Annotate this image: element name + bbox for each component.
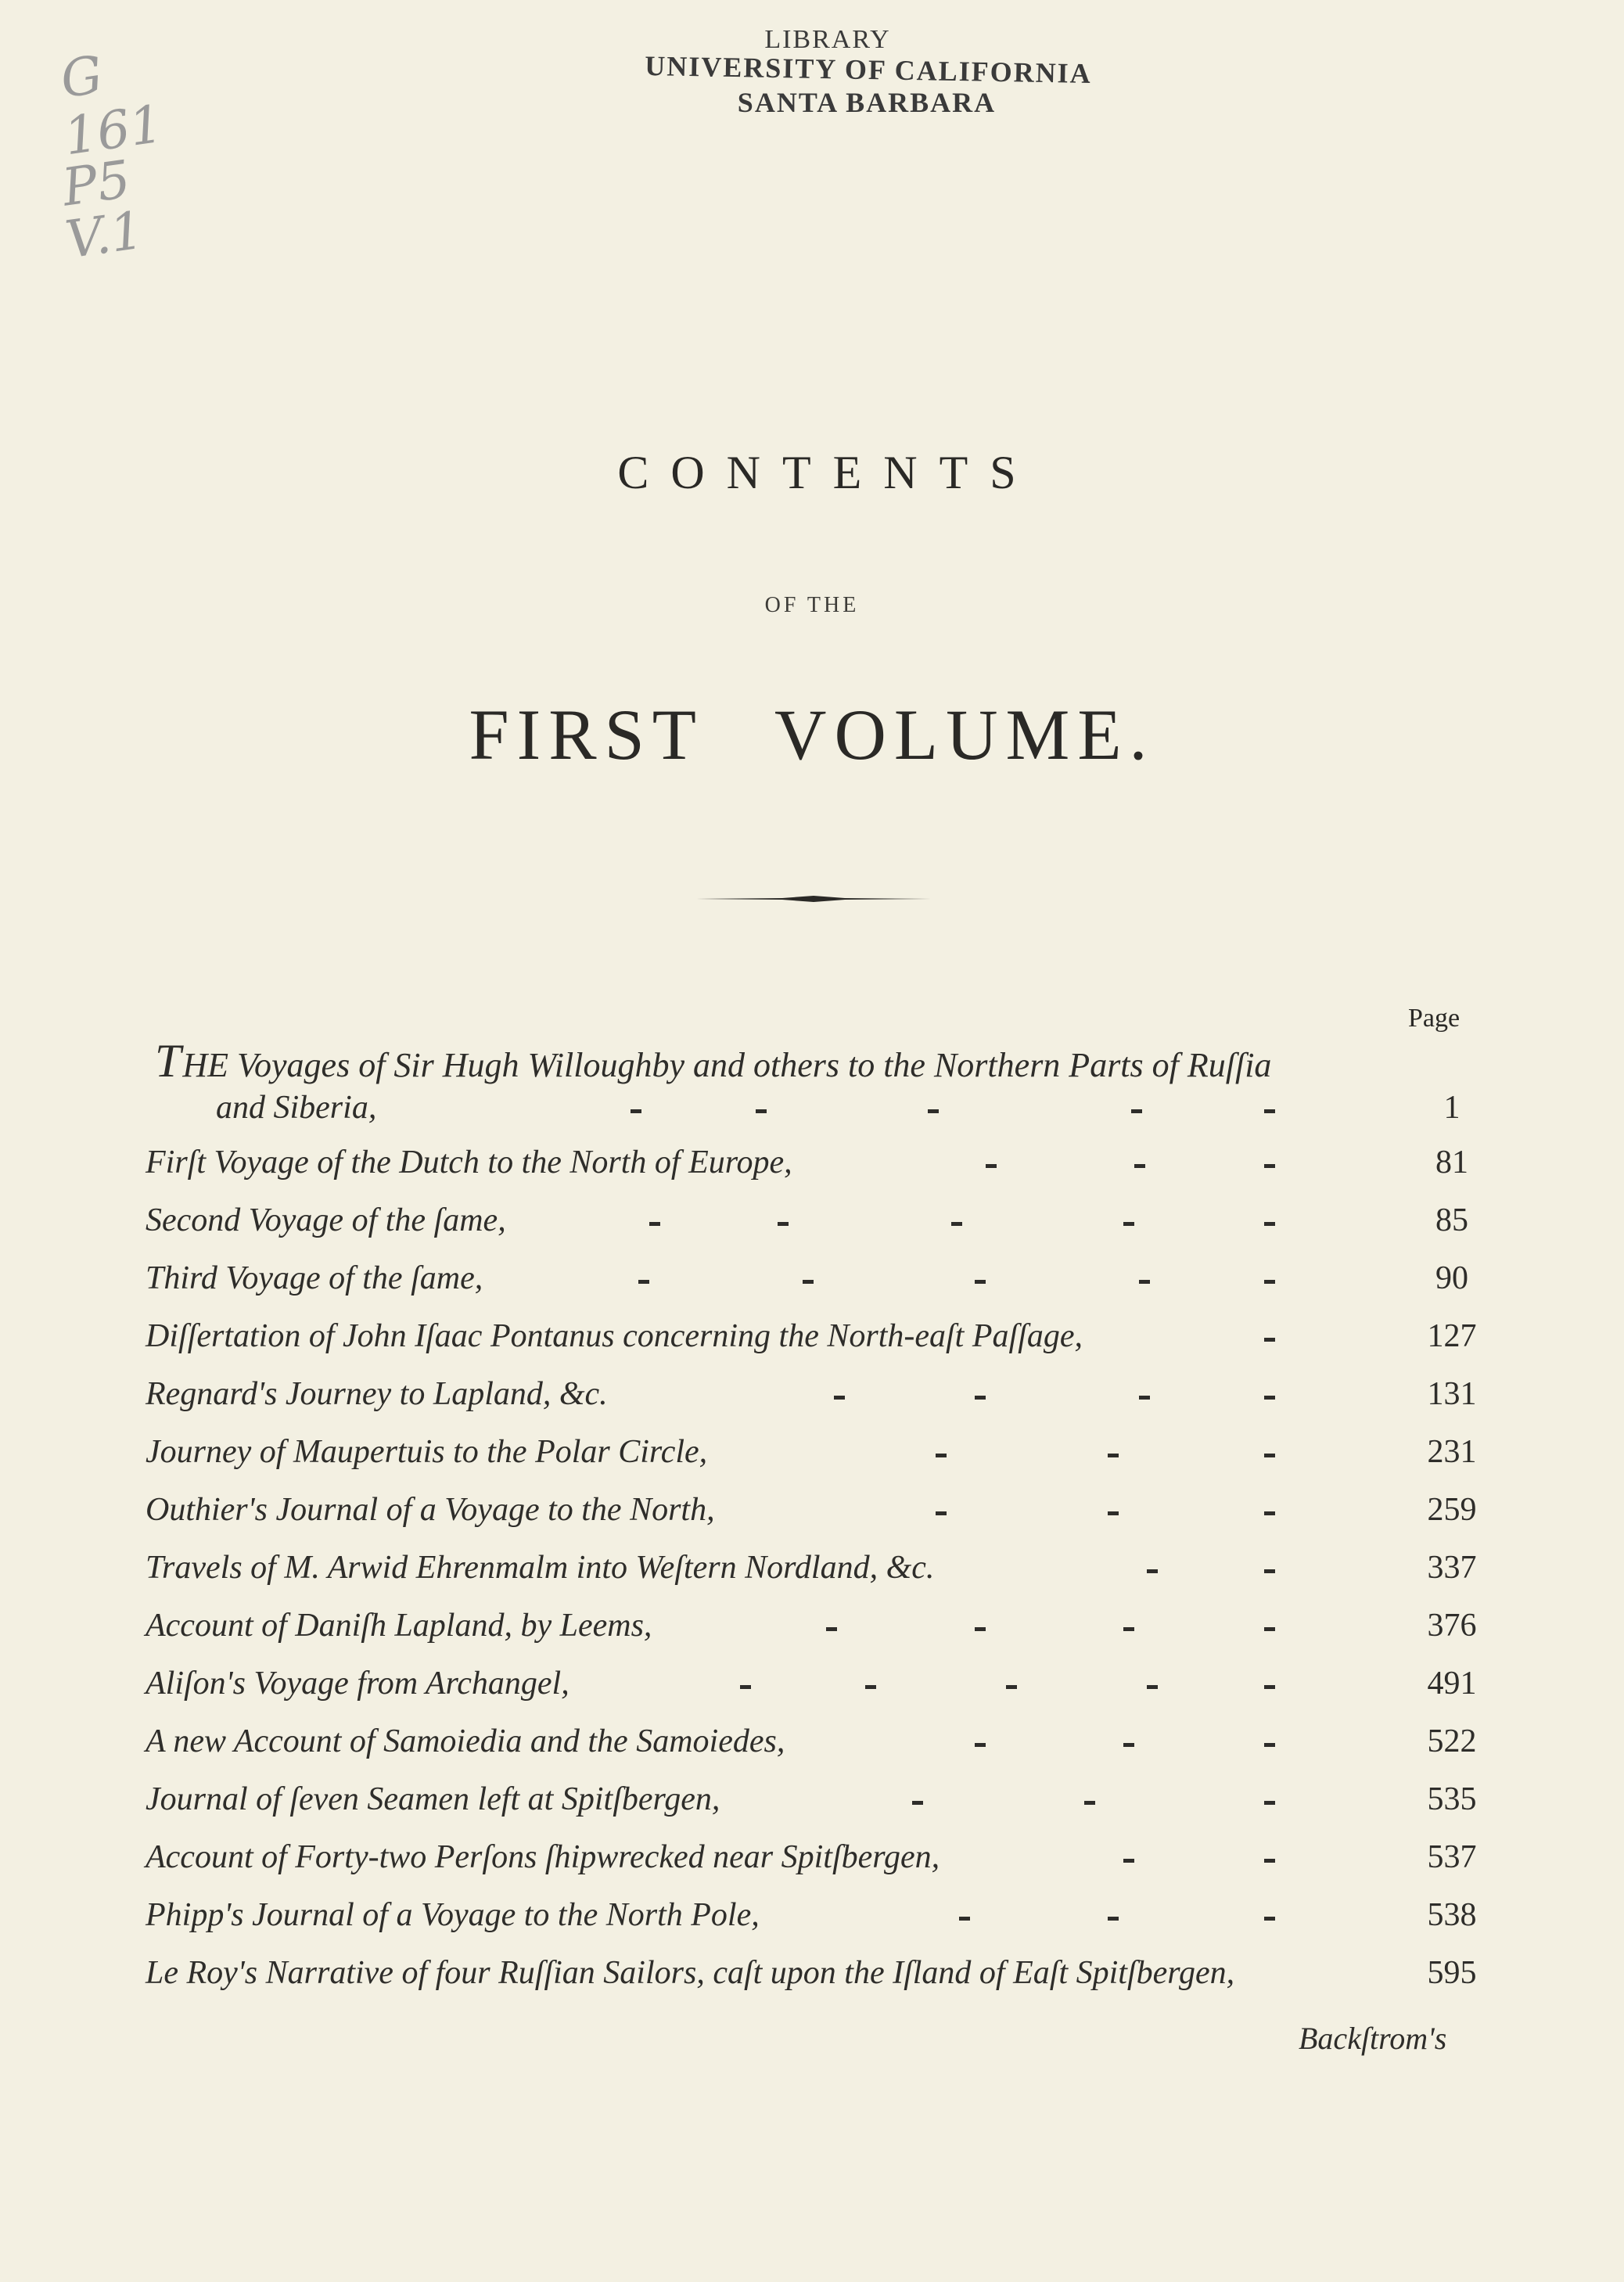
toc-entry-page: 535 <box>1427 1781 1477 1817</box>
call-number-line: V.1 <box>62 199 147 271</box>
toc-entry <box>146 1202 1475 1256</box>
toc-entry-page: 231 <box>1427 1434 1477 1470</box>
toc-entry-title: Firſt Voyage of the Dutch to the North of Europe, <box>146 1145 792 1181</box>
toc-entry-page: 85 <box>1435 1202 1468 1238</box>
toc-entry-title: Journal of ſeven Seamen left at Spitſbergen, <box>146 1781 720 1817</box>
toc-entry-title: Travels of M. Arwid Ehrenmalm into Weſtern Nordland, &c. <box>146 1550 935 1586</box>
dot-leader <box>146 1202 1475 1256</box>
of-the-subheading: OF THE <box>764 593 860 617</box>
toc-entry <box>146 1665 1475 1720</box>
toc-entry <box>146 1144 1475 1198</box>
toc-entry-title: Account of Forty-two Perſons ſhipwrecked near Spitſbergen, <box>146 1839 940 1875</box>
drop-cap: T <box>155 1035 181 1087</box>
toc-entry <box>146 1260 1475 1314</box>
dot-leader <box>146 1317 1475 1372</box>
toc-entry-page: 491 <box>1427 1666 1477 1702</box>
dot-leader <box>146 1375 1475 1430</box>
toc-entry-title: Outhier's Journal of a Voyage to the North, <box>146 1492 715 1528</box>
toc-entry-page: 259 <box>1427 1492 1477 1528</box>
library-stamp-line: UNIVERSITY OF CALIFORNIA <box>644 50 1092 89</box>
toc-entry-page: 376 <box>1427 1608 1477 1644</box>
toc-entry-page: 522 <box>1427 1723 1477 1759</box>
toc-entry <box>146 1491 1475 1546</box>
dot-leader <box>146 1144 1475 1198</box>
catchword: Backſtrom's <box>1299 2021 1447 2056</box>
library-stamp-line: SANTA BARBARA <box>737 87 997 118</box>
toc-entry <box>146 1954 1475 2009</box>
toc-entry-page: 337 <box>1427 1550 1477 1586</box>
toc-entry <box>146 1838 1475 1893</box>
dot-leader <box>146 1089 1475 1144</box>
toc-entry-title: Journey of Maupertuis to the Polar Circle, <box>146 1434 708 1470</box>
library-stamp-line: LIBRARY <box>764 25 891 54</box>
toc-entry-title-line1: HE Voyages of Sir Hugh Willoughby and others to the Northern Parts of Ruſſia <box>182 1046 1272 1084</box>
toc-entry <box>146 1896 1475 1951</box>
toc-entry <box>146 1089 1475 1144</box>
call-number-line: G <box>56 44 106 110</box>
toc-entry <box>146 1433 1475 1488</box>
dot-leader <box>146 1491 1475 1546</box>
toc-entry-page: 127 <box>1427 1318 1477 1354</box>
toc-entry-title: Phipp's Journal of a Voyage to the North Pole, <box>146 1897 760 1933</box>
dot-leader <box>146 1838 1475 1893</box>
toc-entry-title: Second Voyage of the ſame, <box>146 1202 506 1238</box>
toc-entry-page: 90 <box>1435 1260 1468 1296</box>
toc-entry <box>146 1723 1475 1777</box>
dot-leader <box>146 1549 1475 1604</box>
toc-entry <box>146 1607 1475 1662</box>
toc-entry-title: Aliſon's Voyage from Archangel, <box>146 1666 569 1702</box>
page-column-header: Page <box>1408 1004 1461 1033</box>
dot-leader <box>146 1665 1475 1720</box>
toc-entry <box>146 1549 1475 1604</box>
toc-entry-title: Le Roy's Narrative of four Ruſſian Sailors, caſt upon the Iſland of Eaſt Spitſbergen, <box>146 1955 1235 1991</box>
dot-leader <box>146 1781 1475 1835</box>
toc-entry-page: 1 <box>1443 1090 1461 1126</box>
toc-entry-page: 538 <box>1427 1897 1477 1933</box>
toc-entry <box>146 1781 1475 1835</box>
dot-leader <box>146 1723 1475 1777</box>
contents-heading: CONTENTS <box>617 447 1038 498</box>
volume-word-volume: VOLUME. <box>774 695 1155 774</box>
toc-entry <box>146 1375 1475 1430</box>
call-number-line: 161 <box>60 93 167 167</box>
toc-entry-title: Third Voyage of the ſame, <box>146 1260 483 1296</box>
toc-entry-title: Diſſertation of John Iſaac Pontanus concerning the North-eaſt Paſſage, <box>146 1318 1083 1354</box>
dot-leader <box>146 1896 1475 1951</box>
toc-entry <box>146 1317 1475 1372</box>
toc-entry-page: 131 <box>1427 1376 1477 1412</box>
volume-word-first: FIRST <box>469 695 704 774</box>
toc-entry-title: A new Account of Samoiedia and the Samoiedes, <box>146 1723 785 1759</box>
toc-entry-title: Regnard's Journey to Lapland, &c. <box>146 1376 608 1412</box>
dot-leader <box>146 1433 1475 1488</box>
toc-entry-title: Account of Daniſh Lapland, by Leems, <box>146 1608 652 1644</box>
call-number-line: P5 <box>59 149 135 218</box>
dot-leader <box>146 1260 1475 1314</box>
toc-entry-page: 595 <box>1427 1955 1477 1991</box>
toc-entry-page: 537 <box>1427 1839 1477 1875</box>
toc-entry-page: 81 <box>1435 1145 1468 1181</box>
dot-leader <box>146 1607 1475 1662</box>
toc-entry-title-line2: and Siberia, <box>216 1090 377 1126</box>
